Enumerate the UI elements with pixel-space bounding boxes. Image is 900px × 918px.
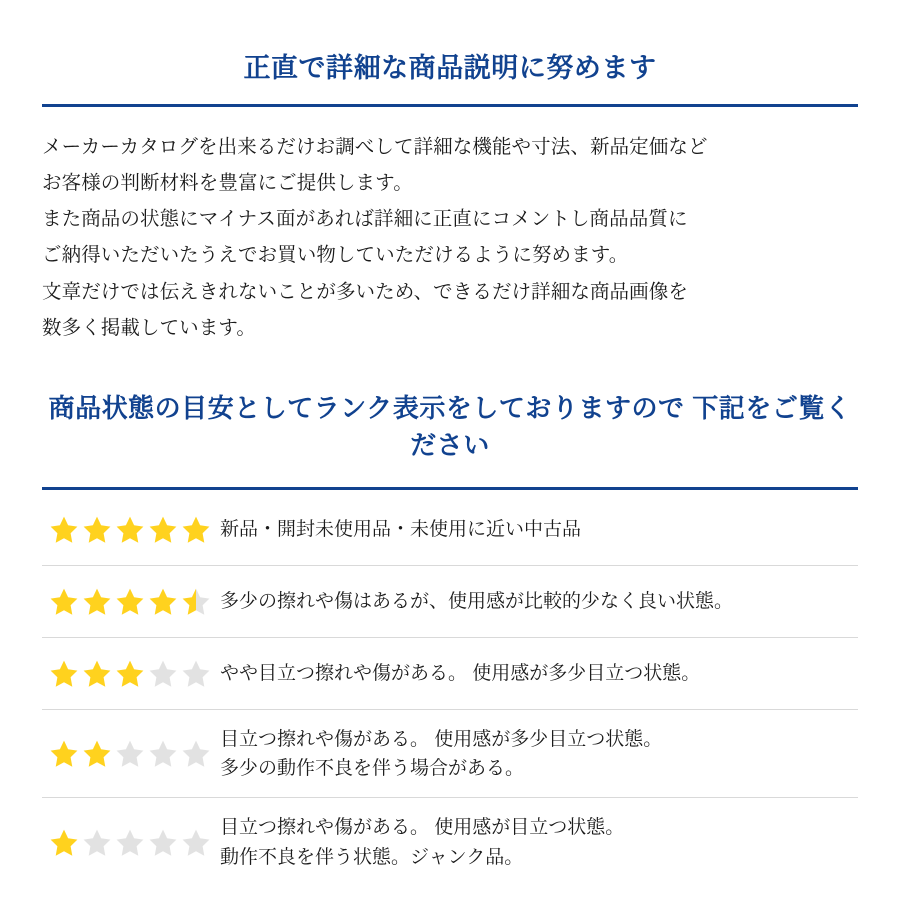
star-icon (81, 827, 113, 859)
rank-description (214, 659, 700, 688)
rank-section-divider (42, 487, 858, 490)
page-root (0, 18, 900, 918)
star-icon (48, 514, 80, 546)
star-icon (81, 658, 113, 690)
rank-description-line: 多少の動作不良を伴う場合がある。 (220, 758, 525, 780)
intro-paragraphs (42, 129, 858, 345)
star-icon (114, 738, 146, 770)
rank-stars-4-5 (42, 586, 214, 618)
star-icon (147, 586, 179, 618)
rank-description-line: 目立つ擦れや傷がある。 使用感が多少目立つ状態。 (220, 728, 663, 750)
rank-description (214, 813, 624, 872)
star-icon (48, 658, 80, 690)
star-icon (114, 514, 146, 546)
rank-description-line: 新品・開封未使用品・未使用に近い中古品 (220, 518, 582, 540)
rank-row (42, 566, 858, 638)
star-icon (180, 514, 212, 546)
star-icon (147, 514, 179, 546)
star-icon (114, 658, 146, 690)
star-icon (48, 827, 80, 859)
star-icon (180, 586, 212, 618)
rank-stars-2 (42, 738, 214, 770)
star-icon (114, 827, 146, 859)
star-icon (81, 586, 113, 618)
rank-row (42, 638, 858, 710)
rank-row (42, 798, 858, 886)
title-divider (42, 104, 858, 107)
rank-description-line: 目立つ擦れや傷がある。 使用感が目立つ状態。 (220, 817, 625, 839)
star-icon (48, 586, 80, 618)
rank-description (214, 515, 581, 544)
rank-description-line: やや目立つ擦れや傷がある。 使用感が多少目立つ状態。 (220, 662, 701, 684)
intro-line: また商品の状態にマイナス面があれば詳細に正直にコメントし商品品質に (42, 208, 688, 231)
intro-line: 数多く掲載しています。 (42, 316, 257, 339)
star-icon (81, 738, 113, 770)
star-icon (180, 738, 212, 770)
intro-line: 文章だけでは伝えきれないことが多いため、できるだけ詳細な商品画像を (42, 280, 688, 303)
star-icon (147, 658, 179, 690)
page-title: 正直で詳細な商品説明に努めます (243, 53, 657, 84)
rank-description (214, 587, 733, 616)
rank-stars-3 (42, 658, 214, 690)
rank-description (214, 725, 662, 784)
rank-list (42, 494, 858, 887)
rank-section-title-line1: 商品状態の目安としてランク表示をしておりますので (48, 392, 685, 423)
star-icon (180, 827, 212, 859)
intro-line: メーカーカタログを出来るだけお調べして詳細な機能や寸法、新品定価など (42, 136, 708, 159)
rank-row (42, 494, 858, 566)
star-icon (114, 586, 146, 618)
star-icon (48, 738, 80, 770)
rank-row (42, 710, 858, 799)
rank-section-title (42, 390, 858, 465)
star-icon (147, 738, 179, 770)
star-icon (81, 514, 113, 546)
rank-stars-1 (42, 827, 214, 859)
rank-description-line: 動作不良を伴う状態。ジャンク品。 (220, 846, 524, 868)
rank-stars-5 (42, 514, 214, 546)
star-icon (180, 658, 212, 690)
rank-description-line: 多少の擦れや傷はあるが、使用感が比較的少なく良い状態。 (220, 590, 734, 612)
intro-line: ご納得いただいたうえでお買い物していただけるように努めます。 (42, 244, 629, 267)
rank-section-title-line2: 下記をご覧ください (410, 392, 852, 461)
intro-line: お客様の判断材料を豊富にご提供します。 (42, 172, 413, 195)
star-icon (147, 827, 179, 859)
